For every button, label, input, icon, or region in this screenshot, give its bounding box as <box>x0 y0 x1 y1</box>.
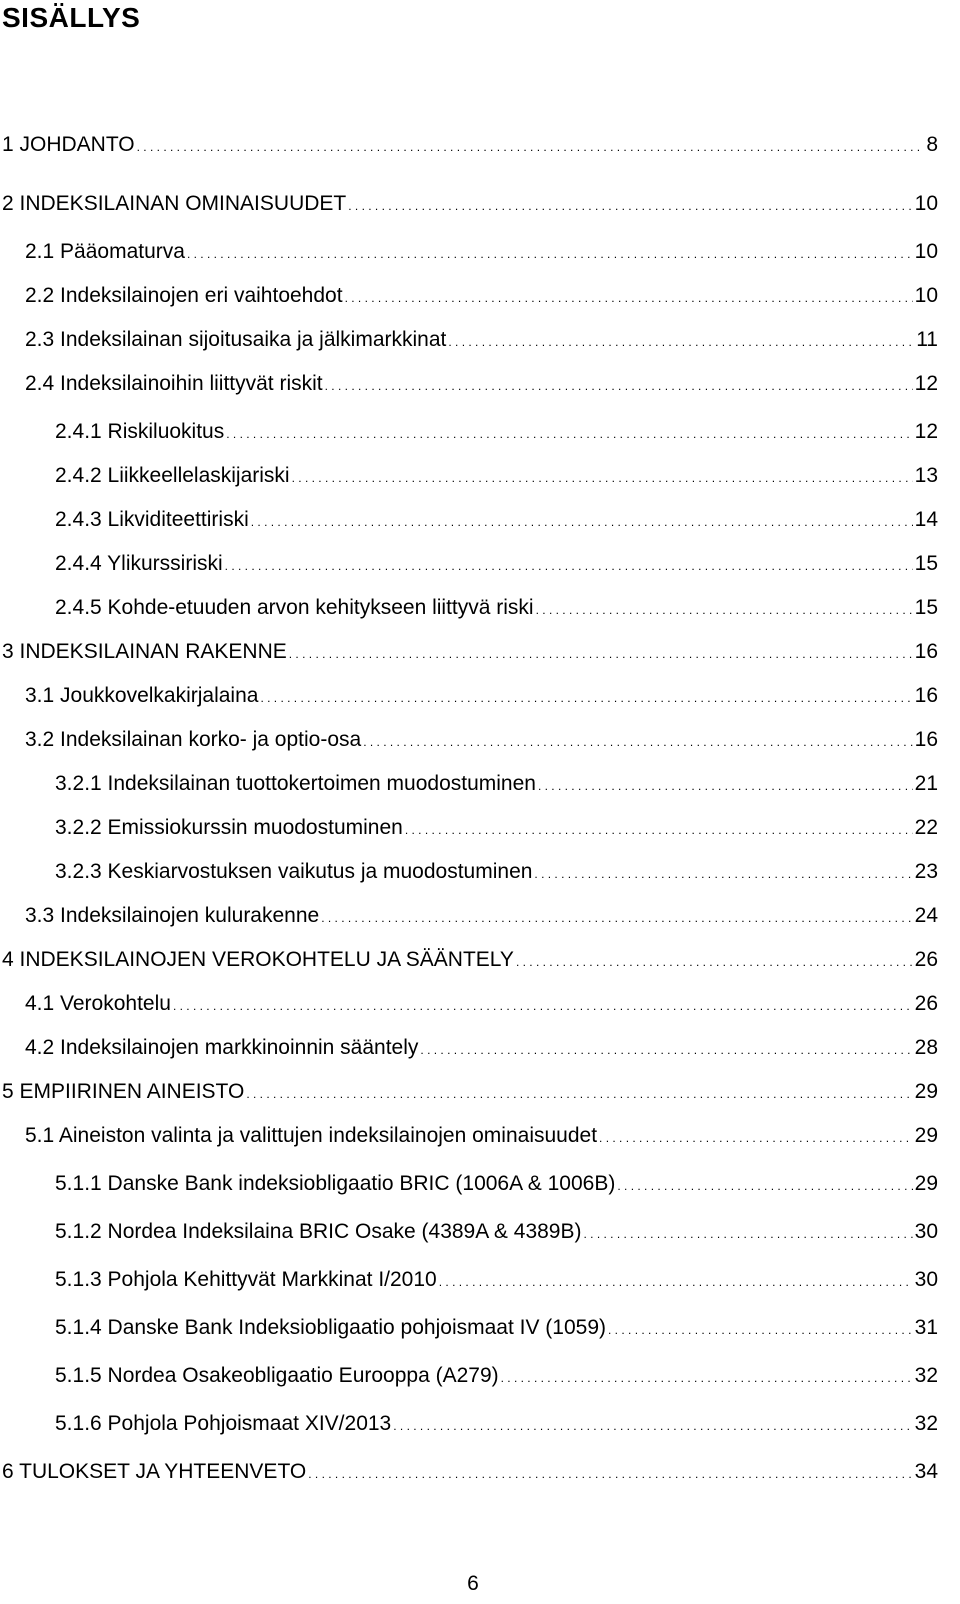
toc-entry[interactable] <box>2 638 938 668</box>
toc-leader-dots <box>363 726 912 756</box>
toc-entry-label: 2.4.1 Riskiluokitus <box>55 420 225 443</box>
toc-entry-page: 22 <box>914 816 938 839</box>
toc-entry-label: 5.1.6 Pohjola Pohjoismaat XIV/2013 <box>55 1412 392 1435</box>
toc-entry-page: 23 <box>914 860 938 883</box>
toc-entry-label: 3.2.2 Emissiokurssin muodostuminen <box>55 816 403 839</box>
toc-leader-dots <box>405 814 913 844</box>
toc-entry-page: 32 <box>914 1364 938 1387</box>
toc-entry-page: 30 <box>914 1220 938 1243</box>
toc-leader-dots <box>289 638 913 668</box>
toc-entry-page: 12 <box>914 372 938 395</box>
toc-leader-dots <box>599 1122 913 1152</box>
toc-entry-label: 6 TULOKSET JA YHTEENVETO <box>2 1460 307 1483</box>
toc-entry-label: 2.1 Pääomaturva <box>25 240 185 263</box>
toc-entry-label: 5.1 Aineiston valinta ja valittujen indeksilainojen ominaisuudet <box>25 1124 598 1147</box>
toc-leader-dots <box>246 1078 912 1108</box>
toc-entry[interactable] <box>55 1362 938 1392</box>
toc-entry[interactable] <box>55 770 938 800</box>
toc-entry[interactable] <box>2 190 938 220</box>
toc-leader-dots <box>225 550 913 580</box>
toc-entry-label: 2.2 Indeksilainojen eri vaihtoehdot <box>25 284 343 307</box>
toc-entry[interactable] <box>25 1122 938 1152</box>
toc-leader-dots <box>251 506 913 536</box>
toc-leader-dots <box>308 1458 912 1488</box>
toc-leader-dots <box>439 1266 913 1296</box>
toc-entry[interactable] <box>55 418 938 448</box>
toc-entry-label: 4.1 Verokohtelu <box>25 992 171 1015</box>
toc-entry[interactable] <box>25 282 938 312</box>
toc-leader-dots <box>325 370 913 400</box>
toc-leader-dots <box>448 326 914 356</box>
toc-entry[interactable] <box>25 682 938 712</box>
toc-entry-label: 2.4.5 Kohde-etuuden arvon kehitykseen liittyvä riski <box>55 596 534 619</box>
toc-entry[interactable] <box>55 594 938 624</box>
toc-entry-label: 3.2.3 Keskiarvostuksen vaikutus ja muodostuminen <box>55 860 533 883</box>
toc-entry[interactable] <box>55 1218 938 1248</box>
toc-entry-label: 2 INDEKSILAINAN OMINAISUUDET <box>2 192 347 215</box>
toc-entry[interactable] <box>55 1314 938 1344</box>
toc-entry-page: 30 <box>914 1268 938 1291</box>
toc-leader-dots <box>516 946 913 976</box>
toc-entry-page: 26 <box>914 992 938 1015</box>
toc-entry-page: 14 <box>914 508 938 531</box>
toc-entry[interactable] <box>25 326 938 356</box>
toc-entry-page: 31 <box>914 1316 938 1339</box>
toc-leader-dots <box>260 682 912 712</box>
toc-leader-dots <box>393 1410 912 1440</box>
toc-leader-dots <box>173 990 913 1020</box>
toc-entry[interactable] <box>25 238 938 268</box>
toc-entry-page: 10 <box>914 192 938 215</box>
toc-leader-dots <box>617 1170 912 1200</box>
toc-entry-label: 3.2.1 Indeksilainan tuottokertoimen muodostuminen <box>55 772 536 795</box>
toc-entry-page: 16 <box>914 640 938 663</box>
toc-entry[interactable] <box>55 1266 938 1296</box>
toc-entry-page: 29 <box>914 1124 938 1147</box>
toc-leader-dots <box>292 462 913 492</box>
toc-entry-page: 15 <box>914 596 938 619</box>
toc-entry-label: 5.1.4 Danske Bank Indeksiobligaatio pohjoismaat IV (1059) <box>55 1316 607 1339</box>
toc-entry-page: 12 <box>914 420 938 443</box>
toc-entry-label: 5.1.1 Danske Bank indeksiobligaatio BRIC (1006A & 1006B) <box>55 1172 616 1195</box>
toc-entry[interactable] <box>55 1410 938 1440</box>
toc-entry-label: 2.4.3 Likviditeettiriski <box>55 508 249 531</box>
toc-entry[interactable] <box>25 990 938 1020</box>
toc-entry-page: 21 <box>914 772 938 795</box>
toc-entry-page: 32 <box>914 1412 938 1435</box>
page-title: SISÄLLYS <box>2 2 141 33</box>
toc-leader-dots <box>501 1362 913 1392</box>
toc-entry-page: 10 <box>914 240 938 263</box>
toc-entry[interactable] <box>25 902 938 932</box>
toc-entry-label: 5 EMPIIRINEN AINEISTO <box>2 1080 245 1103</box>
toc-entry-label: 2.4.4 Ylikurssiriski <box>55 552 223 575</box>
toc-entry-page: 24 <box>914 904 938 927</box>
toc-leader-dots <box>536 594 913 624</box>
toc-entry-page: 26 <box>914 948 938 971</box>
toc-entry-page: 16 <box>914 728 938 751</box>
toc-entry[interactable] <box>55 858 938 888</box>
toc-entry[interactable] <box>2 946 938 976</box>
toc-entry-label: 5.1.2 Nordea Indeksilaina BRIC Osake (4389A & 4389B) <box>55 1220 582 1243</box>
toc-leader-dots <box>187 238 913 268</box>
toc-entry-label: 5.1.5 Nordea Osakeobligaatio Eurooppa (A279) <box>55 1364 499 1387</box>
toc-entry[interactable] <box>2 1458 938 1488</box>
toc-entry-label: 2.4.2 Liikkeellelaskijariski <box>55 464 290 487</box>
toc-entry[interactable] <box>2 131 938 161</box>
toc-entry[interactable] <box>55 506 938 536</box>
toc-leader-dots <box>321 902 912 932</box>
toc-entry-label: 4 INDEKSILAINOJEN VEROKOHTELU JA SÄÄNTELY <box>2 948 514 971</box>
toc-entry[interactable] <box>55 550 938 580</box>
toc-leader-dots <box>583 1218 912 1248</box>
toc-entry[interactable] <box>25 1034 938 1064</box>
toc-leader-dots <box>420 1034 912 1064</box>
toc-entry[interactable] <box>2 1078 938 1108</box>
toc-leader-dots <box>226 418 912 448</box>
toc-entry-page: 34 <box>914 1460 938 1483</box>
toc-entry[interactable] <box>25 370 938 400</box>
toc-leader-dots <box>137 131 925 161</box>
toc-leader-dots <box>345 282 913 312</box>
toc-entry[interactable] <box>25 726 938 756</box>
toc-entry-page: 11 <box>916 328 938 351</box>
toc-entry-page: 8 <box>926 133 938 156</box>
toc-entry[interactable] <box>55 462 938 492</box>
toc-entry-label: 3.2 Indeksilainan korko- ja optio-osa <box>25 728 362 751</box>
toc-entry-label: 3.1 Joukkovelkakirjalaina <box>25 684 259 707</box>
page-number: 6 <box>467 1572 479 1595</box>
toc-leader-dots <box>348 190 912 220</box>
toc-entry-label: 4.2 Indeksilainojen markkinoinnin sääntely <box>25 1036 419 1059</box>
toc-entry-label: 2.3 Indeksilainan sijoitusaika ja jälkimarkkinat <box>25 328 447 351</box>
toc-entry-page: 15 <box>914 552 938 575</box>
toc-entry-label: 1 JOHDANTO <box>2 133 135 156</box>
toc-leader-dots <box>608 1314 913 1344</box>
toc-entry-page: 10 <box>914 284 938 307</box>
toc-entry-page: 16 <box>914 684 938 707</box>
toc-entry-label: 3 INDEKSILAINAN RAKENNE <box>2 640 287 663</box>
toc-leader-dots <box>534 858 912 888</box>
toc-entry-page: 29 <box>914 1172 938 1195</box>
toc-entry-label: 5.1.3 Pohjola Kehittyvät Markkinat I/2010 <box>55 1268 437 1291</box>
toc-entry[interactable] <box>55 1170 938 1200</box>
toc-entry-label: 3.3 Indeksilainojen kulurakenne <box>25 904 320 927</box>
toc-entry-page: 13 <box>914 464 938 487</box>
toc-entry[interactable] <box>55 814 938 844</box>
toc-entry-page: 28 <box>914 1036 938 1059</box>
toc-entry-label: 2.4 Indeksilainoihin liittyvät riskit <box>25 372 323 395</box>
toc-entry-page: 29 <box>914 1080 938 1103</box>
toc-leader-dots <box>538 770 913 800</box>
